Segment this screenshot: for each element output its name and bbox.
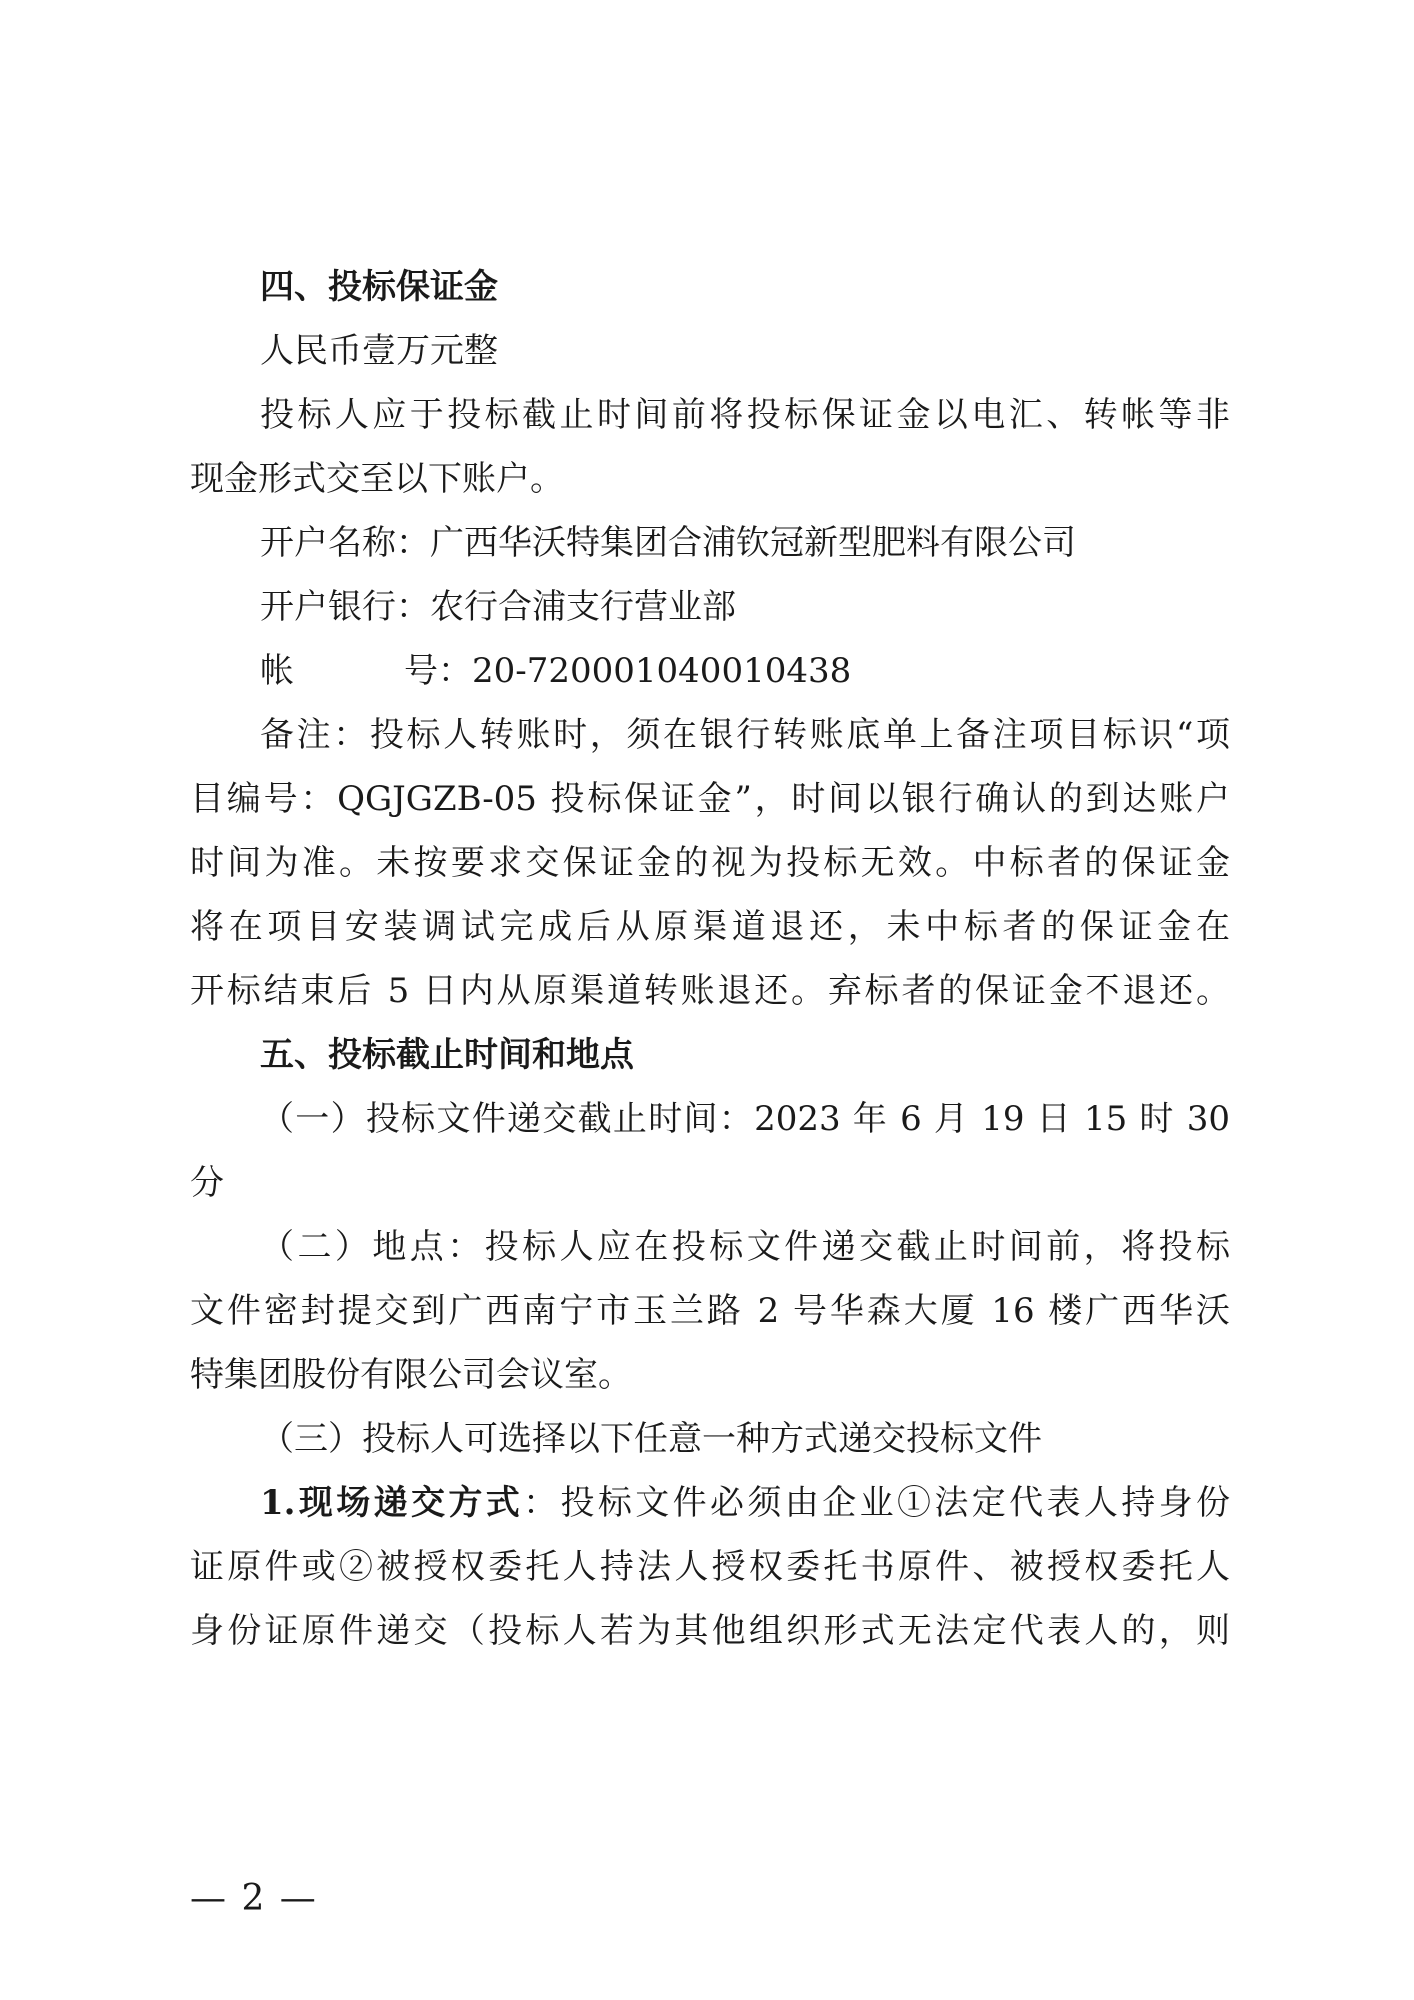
onsite-method-lead: 1.现场递交方式 xyxy=(260,1483,524,1523)
account-name-row xyxy=(190,511,1230,575)
bank-value: 农行合浦支行营业部 xyxy=(430,587,736,627)
page-body xyxy=(190,255,1230,1663)
deposit-amount: 人民币壹万元整 xyxy=(260,331,498,371)
section-4-heading: 四、投标保证金 xyxy=(260,267,498,307)
account-name-label: 开户名称： xyxy=(260,523,430,563)
deadline-line-1: （一）投标文件递交截止时间：2023 年 6 月 19 日 15 时 30 xyxy=(260,1099,1230,1139)
account-number-label-b: 号： xyxy=(404,651,472,691)
location-line-2: 文件密封提交到广西南宁市玉兰路 2 号华森大厦 16 楼广西华沃 xyxy=(190,1291,1230,1331)
note-line-3: 时间为准。未按要求交保证金的视为投标无效。中标者的保证金 xyxy=(190,843,1230,883)
account-number-value: 20-720001040010438 xyxy=(472,651,852,691)
submission-options: （三）投标人可选择以下任意一种方式递交投标文件 xyxy=(260,1419,1042,1459)
deadline-line-2: 分 xyxy=(190,1163,224,1203)
bank-row xyxy=(190,575,1230,639)
note-line-2: 目编号：QGJGZB-05 投标保证金”，时间以银行确认的到达账户 xyxy=(190,779,1230,819)
deposit-instruction-line-2: 现金形式交至以下账户。 xyxy=(190,459,564,499)
note-line-1: 备注：投标人转账时，须在银行转账底单上备注项目标识“项 xyxy=(260,715,1230,755)
bank-label: 开户银行： xyxy=(260,587,430,627)
location-line-3: 特集团股份有限公司会议室。 xyxy=(190,1355,632,1395)
location-line-1: （二）地点：投标人应在投标文件递交截止时间前，将投标 xyxy=(260,1227,1230,1267)
deposit-instruction-line-1: 投标人应于投标截止时间前将投标保证金以电汇、转帐等非 xyxy=(260,395,1230,435)
onsite-method-line-3: 身份证原件递交（投标人若为其他组织形式无法定代表人的，则 xyxy=(190,1611,1230,1651)
note-line-4: 将在项目安装调试完成后从原渠道退还，未中标者的保证金在 xyxy=(190,907,1230,947)
account-name-value: 广西华沃特集团合浦钦冠新型肥料有限公司 xyxy=(430,523,1076,563)
page-number: — 2 — xyxy=(190,1878,318,1919)
account-number-row xyxy=(190,639,1230,703)
section-5-heading: 五、投标截止时间和地点 xyxy=(260,1035,634,1075)
note-line-5: 开标结束后 5 日内从原渠道转账退还。弃标者的保证金不退还。 xyxy=(190,971,1230,1011)
onsite-method-line-1 xyxy=(190,1471,1230,1535)
onsite-method-line-1-rest: ：投标文件必须由企业①法定代表人持身份 xyxy=(523,1483,1230,1523)
account-number-label-a: 帐 xyxy=(260,651,294,691)
onsite-method-line-2: 证原件或②被授权委托人持法人授权委托书原件、被授权委托人 xyxy=(190,1547,1230,1587)
